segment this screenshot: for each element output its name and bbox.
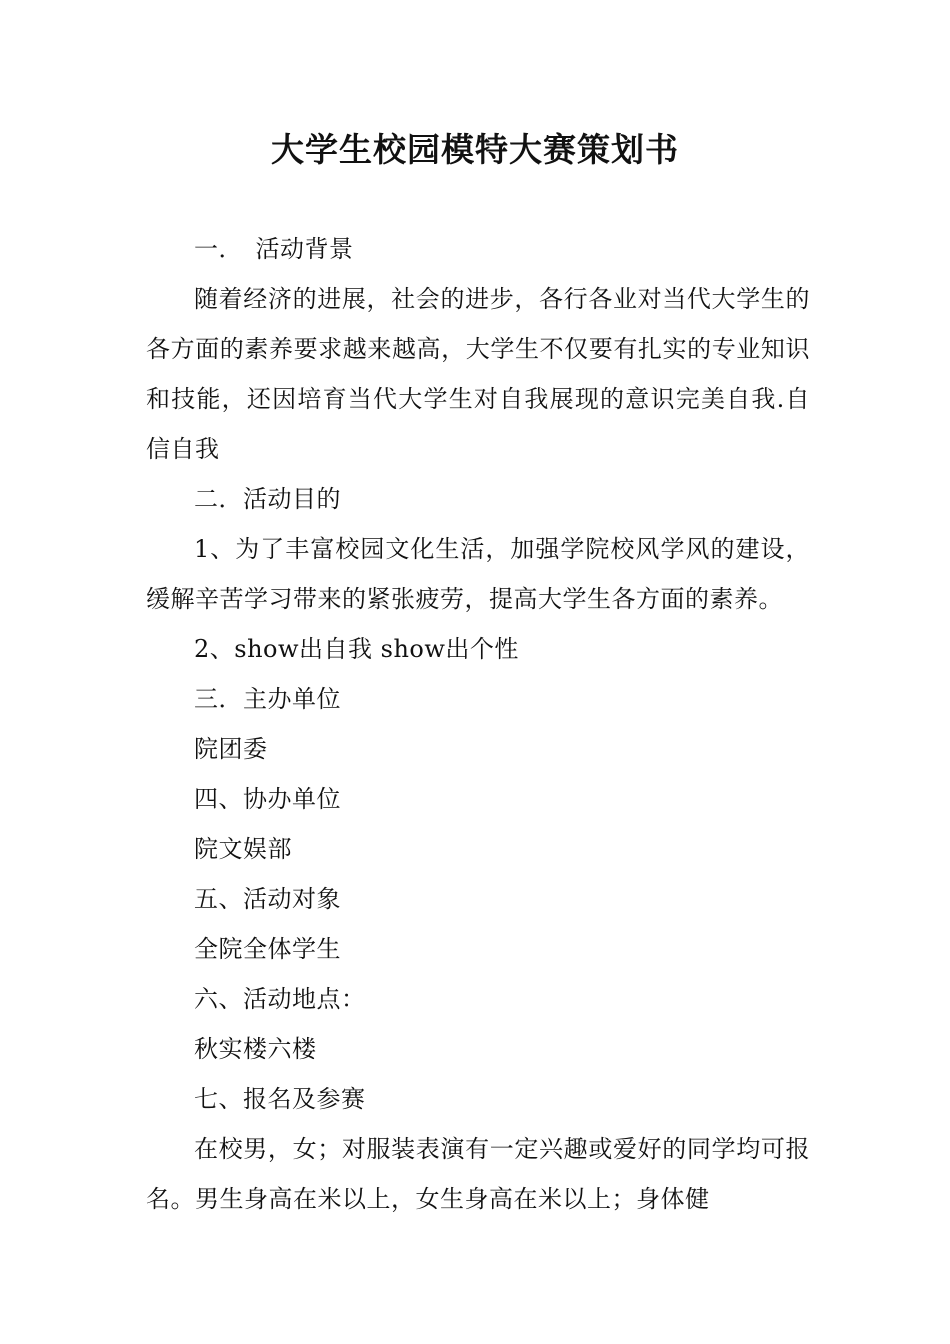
paragraph-venue: 秋实楼六楼 [194, 1035, 317, 1063]
section-heading-participants: 五、活动对象 [194, 885, 341, 913]
section-heading-purpose: 二．活动目的 [194, 485, 341, 513]
paragraph-purpose-1: 1、为了丰富校园文化生活，加强学院校风学风的建设，缓解辛苦学习带来的紧张疲劳，提高大学生各方面的素养。 [146, 535, 810, 613]
section-heading-organizer: 三．主办单位 [194, 685, 341, 713]
section-heading-registration: 七、报名及参赛 [194, 1085, 366, 1113]
paragraph-background: 随着经济的进展，社会的进步，各行各业对当代大学生的各方面的素养要求越来越高，大学生不仅要有扎实的专业知识和技能，还因培育当代大学生对自我展现的意识完美自我.自信自我 [146, 285, 810, 463]
section-heading-co-organizer: 四、协办单位 [194, 785, 341, 813]
paragraph-participants: 全院全体学生 [194, 935, 341, 963]
document-title: 大学生校园模特大赛策划书 [271, 130, 679, 169]
paragraph-registration: 在校男，女；对服装表演有一定兴趣或爱好的同学均可报名。男生身高在米以上，女生身高在米以上；身体健 [146, 1135, 810, 1213]
section-heading-venue: 六、活动地点： [194, 985, 366, 1013]
document-body [146, 224, 810, 1224]
section-heading-background: 一． 活动背景 [194, 235, 354, 263]
paragraph-co-organizer: 院文娱部 [194, 835, 292, 863]
paragraph-purpose-2: 2、show出自我 show出个性 [194, 635, 519, 663]
paragraph-organizer: 院团委 [194, 735, 268, 763]
